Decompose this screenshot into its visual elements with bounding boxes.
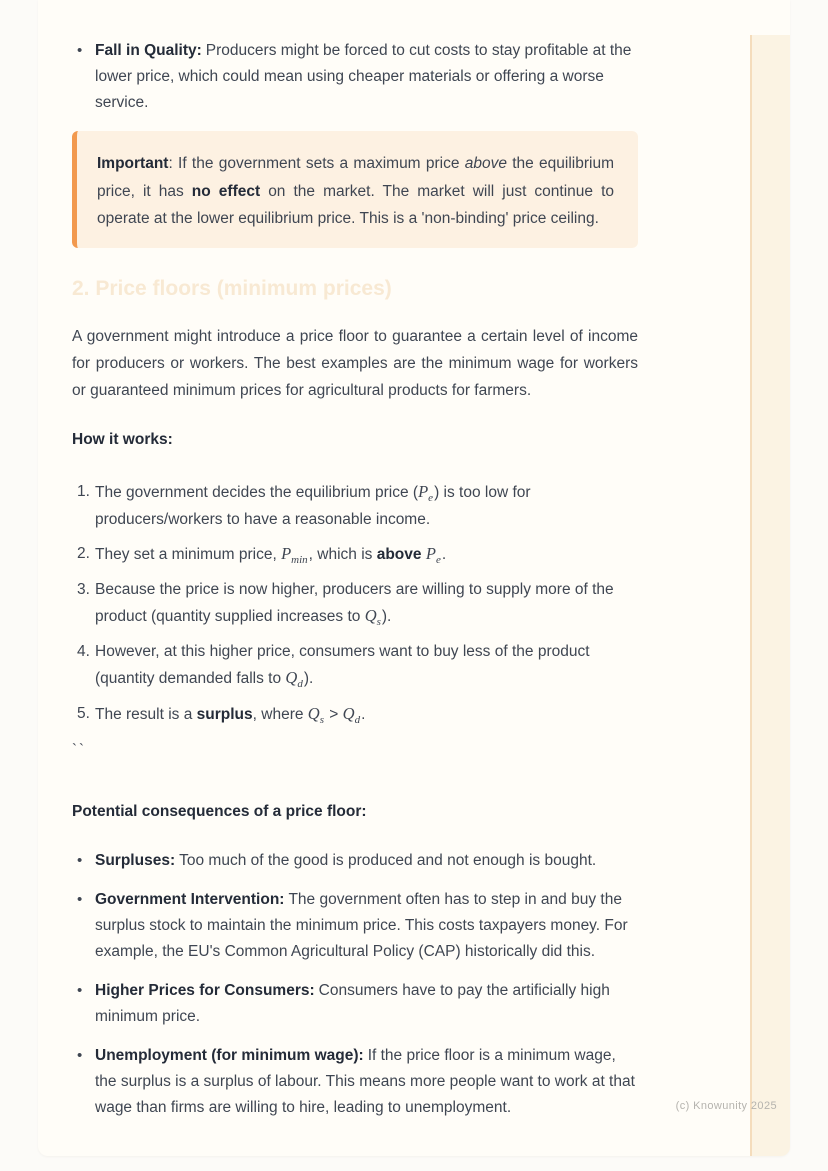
- list-item-lead: Fall in Quality:: [95, 42, 202, 59]
- list-item-lead: Surpluses:: [95, 851, 176, 869]
- list-item-body: Producers might be forced to cut costs to stay profitable at the lower price, which could mean using cheaper materials or offering a worse service.: [95, 42, 632, 111]
- numbered-list: [72, 479, 638, 729]
- item-text: The result is a surplus, where $Q_s > Q_d$.: [95, 703, 366, 726]
- document-page: [38, 0, 790, 1156]
- consequence-item-higher-prices: [72, 978, 638, 1030]
- bullet-dot-icon: •: [77, 42, 83, 59]
- item-number: 2.: [77, 544, 90, 562]
- item-text: The government decides the equilibrium price $(P_e)$ is too low for producers/workers to have a reasonable income.: [95, 481, 531, 528]
- bullet-dot-icon: •: [77, 890, 83, 908]
- consequences-list: [72, 848, 638, 1121]
- item-number: 1.: [77, 482, 90, 500]
- consequence-item-unemployment: [72, 1043, 638, 1121]
- bullet-dot-icon: •: [77, 851, 83, 869]
- list-item-body: Too much of the good is produced and not enough is bought.: [179, 851, 597, 869]
- list-item: [72, 38, 638, 116]
- list-item-body: Consumers have to pay the artificially high minimum price.: [95, 981, 610, 1025]
- page-edge-strip: [750, 35, 790, 1156]
- section-heading: 2. Price floors (minimum prices): [72, 276, 392, 300]
- list-item-body: The government often has to step in and buy the surplus stock to maintain the minimum price. This costs taxpayers money. For example, the EU's Common Agricultural Policy (CAP) historically did this.: [95, 890, 628, 960]
- list-item-lead: Government Intervention:: [95, 890, 285, 908]
- list-item-text: [95, 887, 638, 965]
- how-it-works-heading: How it works:: [72, 430, 173, 448]
- bullet-dot-icon: •: [77, 1046, 83, 1064]
- list-item-lead: Higher Prices for Consumers:: [95, 981, 315, 999]
- page-content: [72, 0, 638, 1134]
- list-item-text: [95, 978, 638, 1030]
- numbered-item-2: [72, 541, 638, 569]
- item-text: They set a minimum price, $P_{min}$, which is above $P_e$.: [95, 543, 447, 566]
- item-text: However, at this higher price, consumers want to buy less of the product (quantity demanded falls to $Q_d$).: [95, 642, 590, 690]
- list-item-lead: Unemployment (for minimum wage):: [95, 1046, 364, 1064]
- list-item-text: [95, 38, 638, 116]
- item-number: 4.: [77, 642, 90, 660]
- consequences-heading: Potential consequences of a price floor:: [72, 802, 367, 820]
- item-number: 5.: [77, 704, 90, 722]
- important-callout: [72, 131, 638, 248]
- intro-paragraph: A government might introduce a price floor to guarantee a certain level of income for producers or workers. The best examples are the minimum wage for workers or guaranteed minimum prices for agricultural products for farmers.: [72, 327, 638, 399]
- numbered-item-3: [72, 577, 638, 631]
- stray-backticks: ``: [72, 740, 86, 758]
- list-item-body: If the price floor is a minimum wage, the surplus is a surplus of labour. This means more people want to work at that wage than firms are willing to hire, leading to unemployment.: [95, 1046, 635, 1116]
- item-number: 3.: [77, 580, 90, 598]
- list-item-text: [95, 1043, 638, 1121]
- numbered-item-1: [72, 479, 638, 533]
- consequence-item-surpluses: [72, 848, 638, 874]
- top-bullet-list: [72, 38, 638, 116]
- consequence-item-government-intervention: [72, 887, 638, 965]
- list-item-text: [95, 848, 638, 874]
- bullet-dot-icon: •: [77, 981, 83, 999]
- numbered-item-5: [72, 701, 638, 729]
- callout-text: Important: If the government sets a maximum price above the equilibrium price, it has no effect on the market. The market will just continue to operate at the lower equilibrium price. This is a 'non-binding' price ceiling.: [97, 155, 615, 227]
- watermark: (c) Knowunity 2025: [675, 1100, 777, 1112]
- item-text: Because the price is now higher, producers are willing to supply more of the product (quantity supplied increases to $Q_s$).: [95, 580, 614, 628]
- numbered-item-4: [72, 639, 638, 693]
